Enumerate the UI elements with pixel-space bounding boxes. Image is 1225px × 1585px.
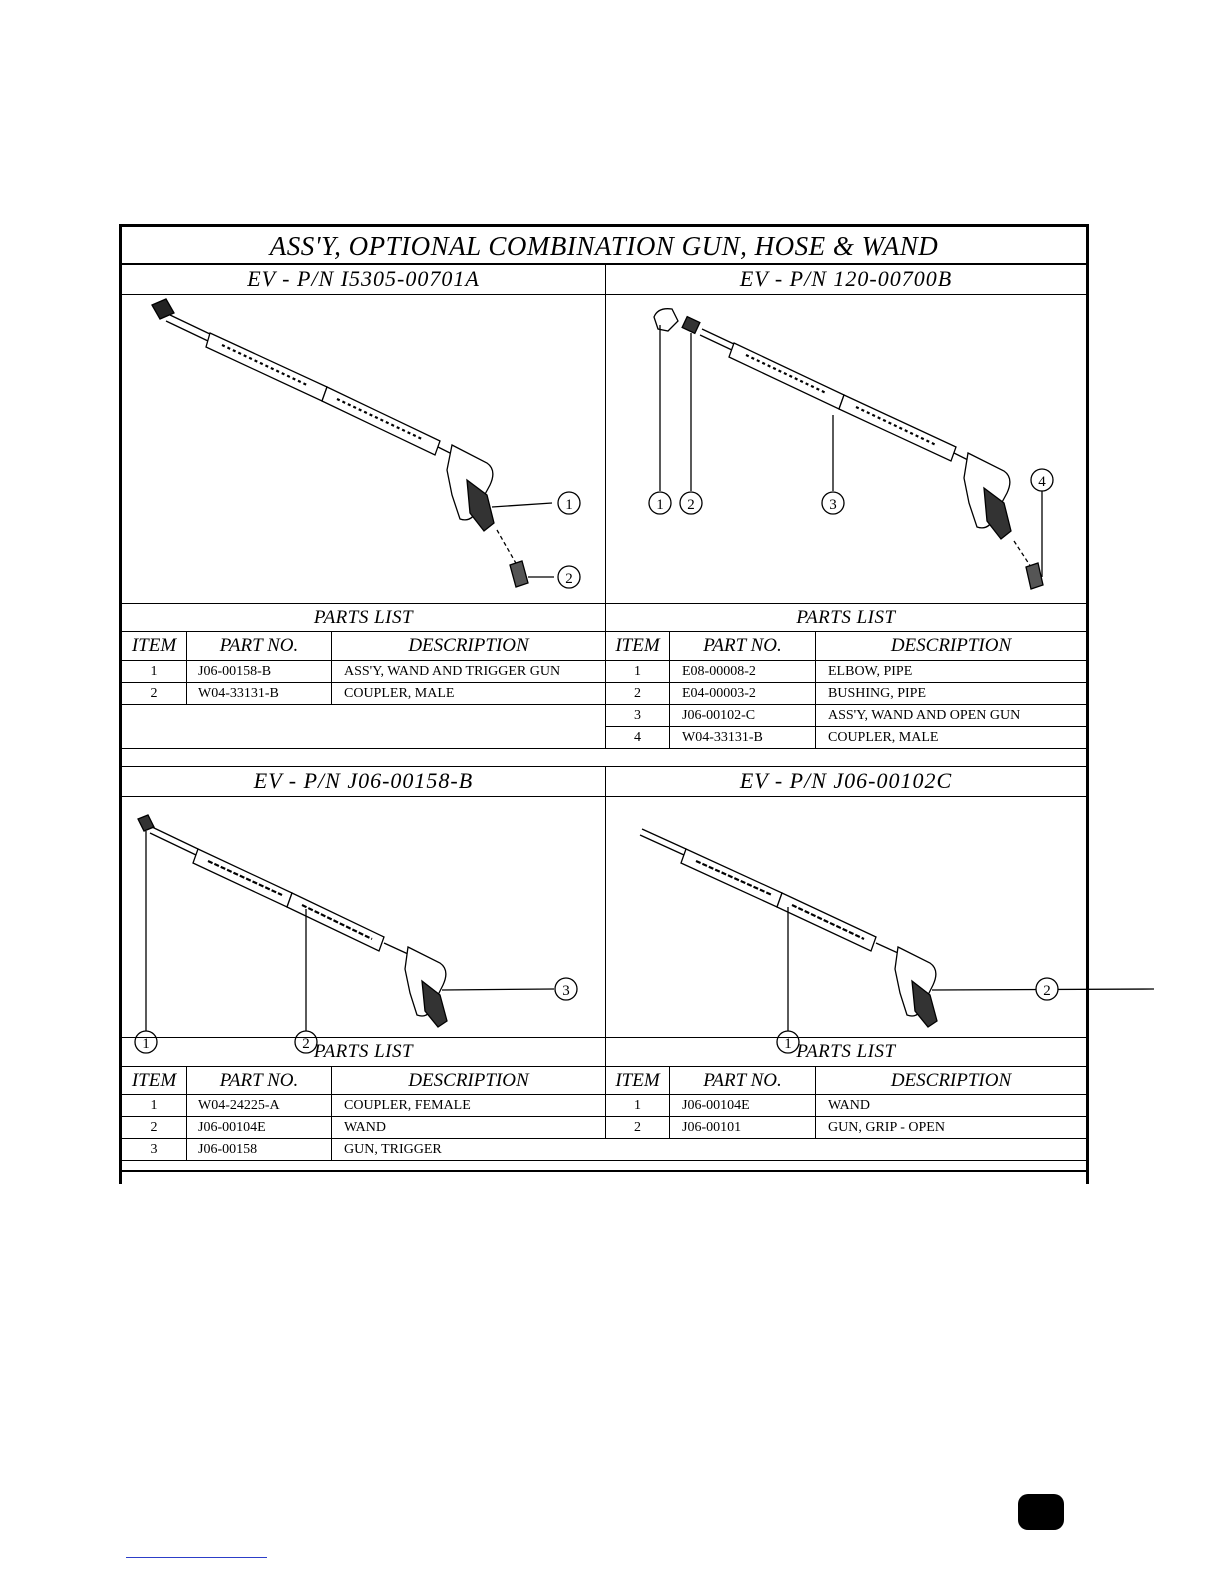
table-cell: J06-00104E: [682, 1098, 750, 1113]
col-description: DESCRIPTION: [890, 1070, 1012, 1091]
table-cell: W04-24225-A: [198, 1098, 280, 1113]
assembly-drawing-2: [606, 295, 1086, 603]
column-rule: [186, 1067, 187, 1161]
table-cell: 2: [150, 1120, 158, 1135]
table-cell: 2: [634, 686, 641, 701]
callout-1-1: [558, 492, 580, 514]
table-cell: WAND: [828, 1098, 870, 1113]
table-cell: 3: [634, 708, 641, 723]
table-cell: J06-00101: [682, 1120, 742, 1135]
table-cell: W04-33131-B: [682, 730, 763, 745]
table-cell: COUPLER, MALE: [828, 730, 939, 745]
col-description: DESCRIPTION: [408, 1070, 529, 1091]
section-heading-1: EV - P/N I5305-00701A: [247, 266, 480, 291]
callout-label: 2: [565, 571, 573, 587]
divider: [122, 1170, 1086, 1172]
table-cell: COUPLER, FEMALE: [344, 1098, 471, 1113]
callout-label: 1: [565, 497, 573, 513]
table-cell: ASS'Y, WAND AND OPEN GUN: [828, 708, 1021, 723]
callout-label: 1: [656, 497, 664, 513]
table-cell: J06-00104E: [198, 1120, 266, 1135]
table-cell: E08-00008-2: [682, 664, 756, 679]
callout-3-3: [555, 978, 577, 1000]
col-description: DESCRIPTION: [408, 635, 529, 656]
page-title: ASS'Y, OPTIONAL COMBINATION GUN, HOSE & WAND: [122, 227, 1086, 265]
callout-label: 3: [829, 497, 837, 513]
parts-list-heading-1: PARTS LIST: [313, 607, 414, 628]
table-cell: BUSHING, PIPE: [828, 686, 927, 701]
column-rule: [669, 1067, 670, 1139]
column-rule: [186, 632, 187, 704]
callout-1-2: [558, 566, 580, 588]
parts-list-heading-2: PARTS LIST: [796, 607, 896, 628]
callout-2-2: [680, 492, 702, 514]
parts-list-heading-4: PARTS LIST: [796, 1041, 896, 1062]
col-part-no: PART NO.: [219, 1070, 299, 1091]
divider: [122, 704, 605, 705]
table-cell: 3: [150, 1142, 158, 1157]
col-item: ITEM: [615, 635, 660, 656]
section-heading-3: EV - P/N J06-00158-B: [253, 768, 474, 793]
col-item: ITEM: [615, 1070, 660, 1091]
callout-label: 2: [687, 497, 695, 513]
column-rule: [331, 632, 332, 704]
table-cell: E04-00003-2: [682, 686, 756, 701]
callout-label: 1: [142, 1036, 150, 1052]
table-cell: ELBOW, PIPE: [828, 664, 913, 679]
column-rule: [815, 632, 816, 748]
column-rule: [669, 632, 670, 748]
callout-label: 2: [1043, 983, 1051, 999]
table-cell: GUN, GRIP - OPEN: [828, 1120, 945, 1135]
table-cell: J06-00102-C: [682, 708, 756, 723]
callout-label: 1: [784, 1036, 792, 1052]
col-part-no: PART NO.: [219, 635, 299, 656]
column-rule: [815, 1067, 816, 1139]
footer-rule: [126, 1557, 267, 1558]
table-cell: 1: [634, 664, 641, 679]
col-item: ITEM: [131, 1070, 177, 1091]
col-part-no: PART NO.: [703, 635, 782, 656]
table-cell: J06-00158-B: [198, 664, 272, 679]
table-cell: 1: [150, 1098, 158, 1113]
table-cell: WAND: [344, 1120, 386, 1135]
table-cell: ASS'Y, WAND AND TRIGGER GUN: [344, 664, 561, 679]
page-tab: [1018, 1494, 1064, 1530]
table-cell: COUPLER, MALE: [344, 686, 455, 701]
callout-label: 4: [1038, 474, 1046, 490]
callout-4-2: [1036, 978, 1058, 1000]
col-part-no: PART NO.: [703, 1070, 782, 1091]
column-rule: [331, 1067, 332, 1161]
section-heading-2: EV - P/N 120-00700B: [739, 266, 953, 291]
table-cell: 2: [150, 686, 158, 701]
divider: [122, 748, 1086, 749]
parts-list-heading-3: PARTS LIST: [313, 1041, 414, 1062]
table-cell: GUN, TRIGGER: [344, 1142, 442, 1157]
divider: [122, 1160, 1086, 1161]
col-item: ITEM: [131, 635, 177, 656]
callout-2-3: [822, 492, 844, 514]
parts-sheet: [119, 224, 1089, 1184]
col-description: DESCRIPTION: [890, 635, 1012, 656]
table-cell: W04-33131-B: [198, 686, 279, 701]
section-heading-4: EV - P/N J06-00102C: [739, 768, 953, 793]
table-cell: 2: [634, 1120, 641, 1135]
table-cell: J06-00158: [198, 1142, 258, 1157]
table-cell: 4: [634, 730, 641, 745]
callout-label: 2: [302, 1036, 310, 1052]
callout-2-1: [649, 492, 671, 514]
assembly-drawing-1: [122, 295, 605, 603]
table-cell: 1: [634, 1098, 641, 1113]
callout-2-4: [1031, 469, 1053, 491]
table-cell: 1: [150, 664, 158, 679]
callout-label: 3: [562, 983, 570, 999]
